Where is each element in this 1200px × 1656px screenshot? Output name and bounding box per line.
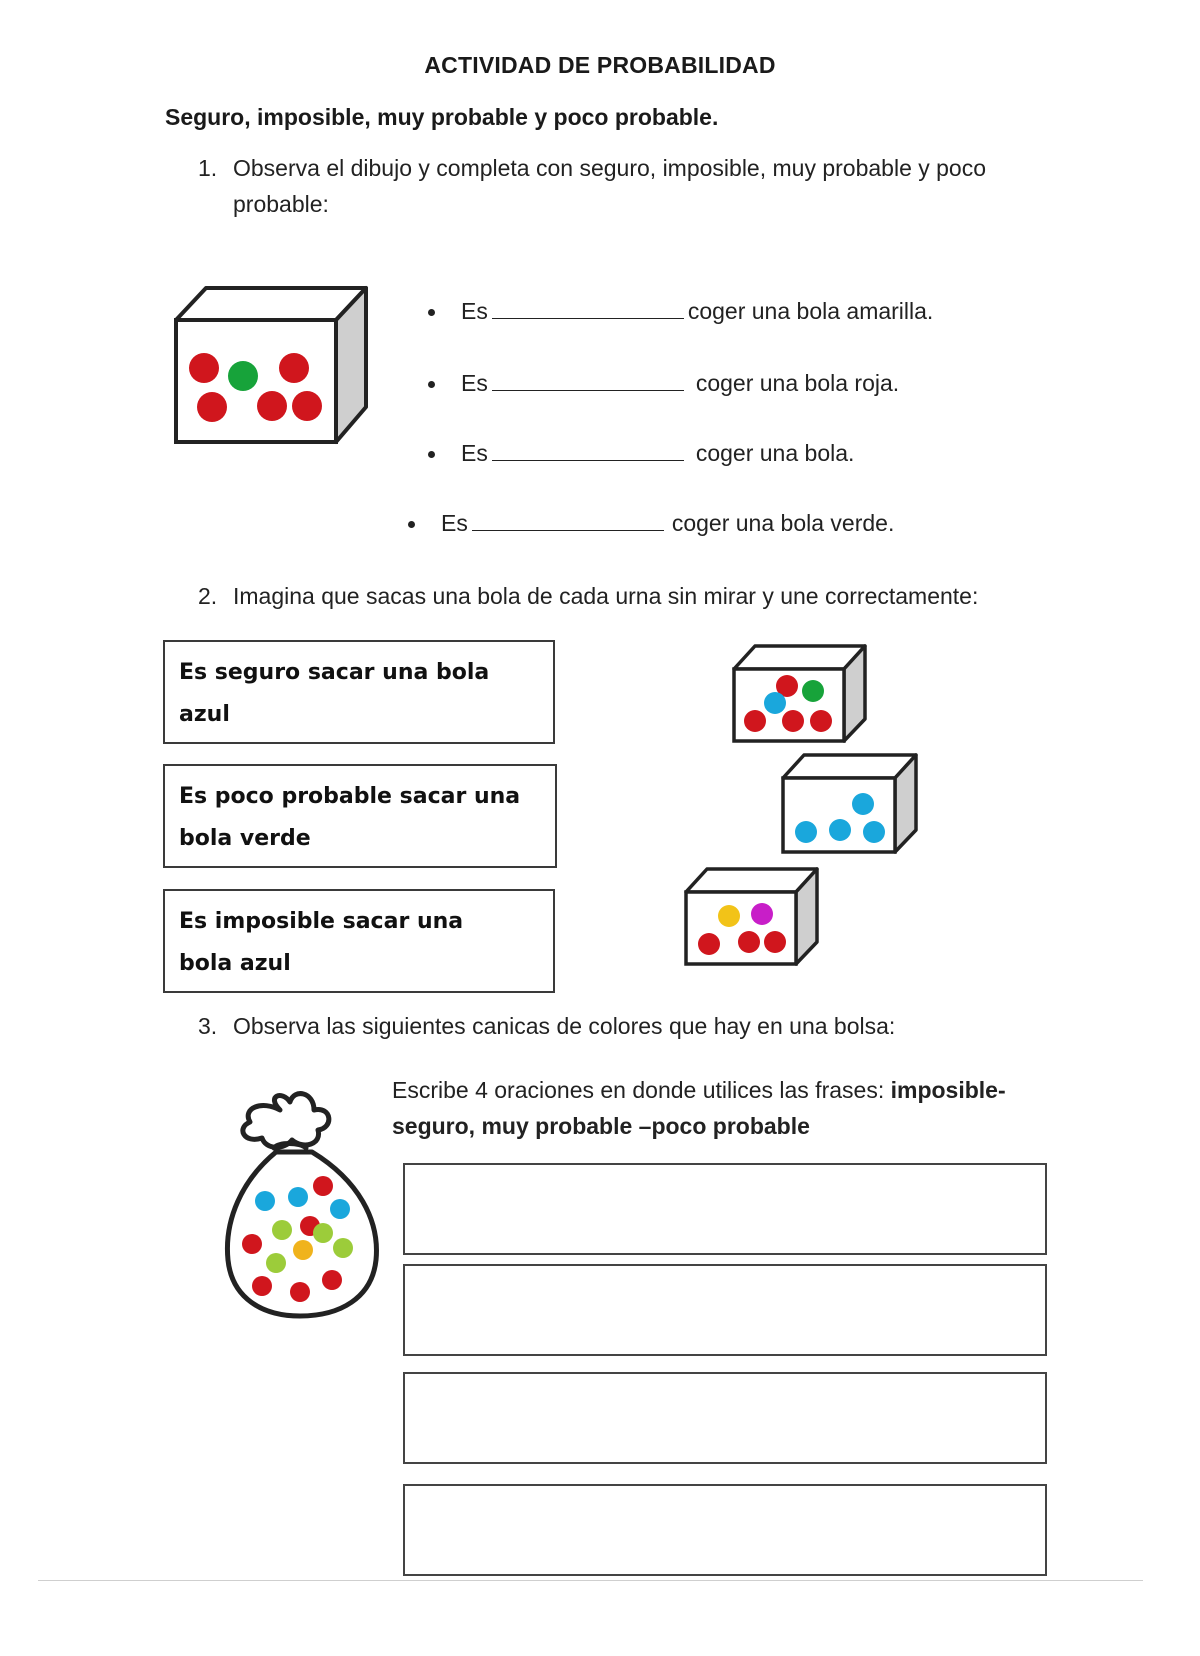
answer-blank[interactable] bbox=[492, 389, 684, 391]
bullet-icon bbox=[428, 309, 435, 316]
statement-card-2[interactable]: Es poco probable sacar una bola verde bbox=[163, 764, 557, 868]
page-divider bbox=[38, 1580, 1143, 1581]
page-subtitle: Seguro, imposible, muy probable y poco probable. bbox=[165, 104, 719, 130]
q1-item-3: Es coger una bola. bbox=[428, 440, 854, 467]
answer-blank[interactable] bbox=[492, 459, 684, 461]
answer-blank[interactable] bbox=[472, 529, 664, 531]
statement-card-1[interactable]: Es seguro sacar una bola azul bbox=[163, 640, 555, 744]
q1-item-2: Es coger una bola roja. bbox=[428, 370, 899, 397]
question-3-text: Observa las siguientes canicas de colores que hay en una bolsa: bbox=[233, 1013, 896, 1039]
q1-item-1: Es coger una bola amarilla. bbox=[428, 298, 933, 325]
question-1-text-line1: Observa el dibujo y completa con seguro, imposible, muy probable y poco bbox=[233, 155, 987, 181]
answer-box-4[interactable] bbox=[403, 1484, 1047, 1576]
q3-instruction-line2: seguro, muy probable –poco probable bbox=[392, 1113, 810, 1139]
question-2 bbox=[198, 578, 1098, 618]
answer-box-2[interactable] bbox=[403, 1264, 1047, 1356]
question-1 bbox=[198, 150, 1048, 230]
question-2-number: 2. bbox=[198, 583, 218, 609]
question-3-number: 3. bbox=[198, 1013, 218, 1039]
page-title: ACTIVIDAD DE PROBABILIDAD bbox=[424, 52, 776, 78]
bullet-icon bbox=[428, 381, 435, 388]
urn-b-illustration[interactable] bbox=[780, 752, 918, 856]
answer-box-3[interactable] bbox=[403, 1372, 1047, 1464]
question-1-text-line2: probable: bbox=[233, 191, 329, 217]
bullet-icon bbox=[408, 521, 415, 528]
answer-blank[interactable] bbox=[492, 317, 684, 319]
urn-large-illustration bbox=[172, 282, 372, 452]
urn-a-illustration[interactable] bbox=[731, 643, 867, 745]
urn-c-illustration[interactable] bbox=[683, 866, 819, 968]
question-1-number: 1. bbox=[198, 155, 218, 181]
q1-item-4: Es coger una bola verde. bbox=[408, 510, 894, 537]
question-3 bbox=[198, 1008, 1098, 1048]
question-2-text: Imagina que sacas una bola de cada urna sin mirar y une correctamente: bbox=[233, 583, 979, 609]
answer-box-1[interactable] bbox=[403, 1163, 1047, 1255]
bullet-icon bbox=[428, 451, 435, 458]
q3-instruction-line1: Escribe 4 oraciones en donde utilices las frases: imposible- bbox=[392, 1077, 1006, 1103]
q3-instruction bbox=[392, 1072, 1042, 1144]
marble-bag-illustration bbox=[222, 1070, 382, 1320]
statement-card-3[interactable]: Es imposible sacar una bola azul bbox=[163, 889, 555, 993]
